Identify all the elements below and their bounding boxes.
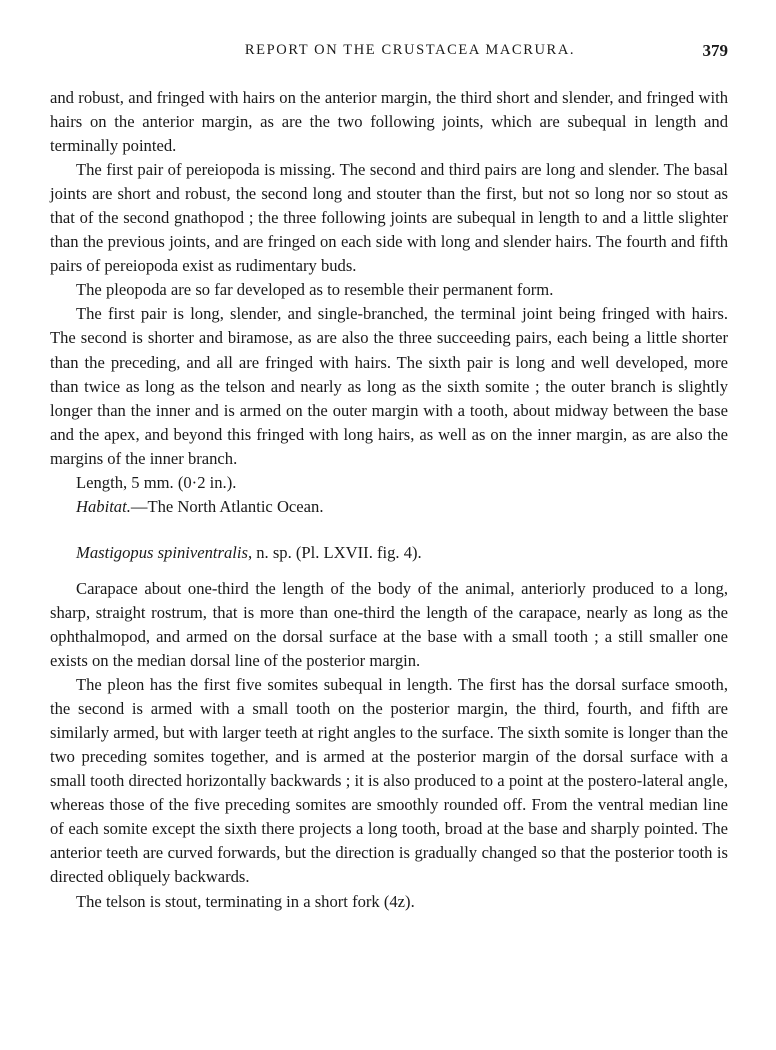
section-gap: [50, 519, 728, 541]
paragraph-telson: The telson is stout, terminating in a short fork (4z).: [76, 891, 415, 911]
paragraph-pleopoda-detail: The first pair is long, slender, and single-branched, the terminal joint being fringed with hairs. The second is shorter and biramose, as are also the three succeeding pairs, each being a little shorter than the preceding, and all are fringed with hairs. The sixth pair is long and well developed, more than twice as long as the telson and nearly as long as the sixth somite ; the outer branch is slightly longer than the inner and is armed on the outer margin with a tooth, about midway between the base and the apex, and beyond this fringed with long hairs, as well as on the inner margin, as are also the margins of the inner branch.: [50, 304, 728, 468]
habitat-line: [50, 495, 728, 519]
species-plate-ref: , n. sp. (Pl. LXVII. fig. 4).: [247, 542, 422, 562]
species-name: Mastigopus spiniventralis: [76, 542, 248, 562]
page-header: [52, 42, 728, 68]
paragraph-pleon: The pleon has the first five somites subequal in length. The first has the dorsal surface smooth, the second is armed with a small tooth on the posterior margin, the third, fourth, and fifth are similarly armed, but with larger teeth at right angles to the surface. The sixth somite is longer than the two preceding somites together, and is armed at the posterior margin of the dorsal surface with a small tooth directed horizontally backwards ; it is also produced to a point at the postero-lateral angle, whereas those of the five preceding somites are smoothly rounded off. From the ventral median line of each somite except the sixth there projects a long tooth, broad at the base and sharply pointed. The anterior teeth are curved forwards, but the direction is gradually changed so that the posterior tooth is directed obliquely backwards.: [50, 675, 728, 887]
length-line: Length, 5 mm. (0·2 in.).: [76, 472, 237, 492]
habitat-label: Habitat.: [76, 496, 131, 516]
page-body: [50, 86, 728, 914]
species-heading: [50, 541, 728, 565]
running-title: REPORT ON THE CRUSTACEA MACRURA.: [244, 42, 576, 58]
habitat-text: —The North Atlantic Ocean.: [130, 496, 324, 516]
paragraph-pleopoda: The pleopoda are so far developed as to resemble their permanent form.: [76, 280, 554, 300]
paragraph-pereiopoda: The first pair of pereiopoda is missing. The second and third pairs are long and slender. The basal joints are short and robust, the second long and stouter than the first, but not so long nor so stout as that of the second gnathopod ; the three following joints are subequal in length to and a little slighter than the previous joints, and are fringed on each side with long and slender hairs. The fourth and fifth pairs of pereiopoda exist as rudimentary buds.: [50, 160, 728, 276]
paragraph-continuation: and robust, and fringed with hairs on the anterior margin, the third short and slender, and fringed with hairs on the anterior margin, as are the two following joints, which are subequal in length and terminally pointed.: [50, 88, 728, 156]
page-number: 379: [702, 41, 728, 60]
paragraph-carapace: Carapace about one-third the length of the body of the animal, anteriorly produced to a long, sharp, straight rostrum, that is more than one-third the length of the carapace, nearly as long as the ophthalmopod, and armed on the dorsal surface at the base with a small tooth ; a still smaller one exists on the median dorsal line of the posterior margin.: [50, 578, 728, 671]
heading-gap: [50, 565, 728, 577]
